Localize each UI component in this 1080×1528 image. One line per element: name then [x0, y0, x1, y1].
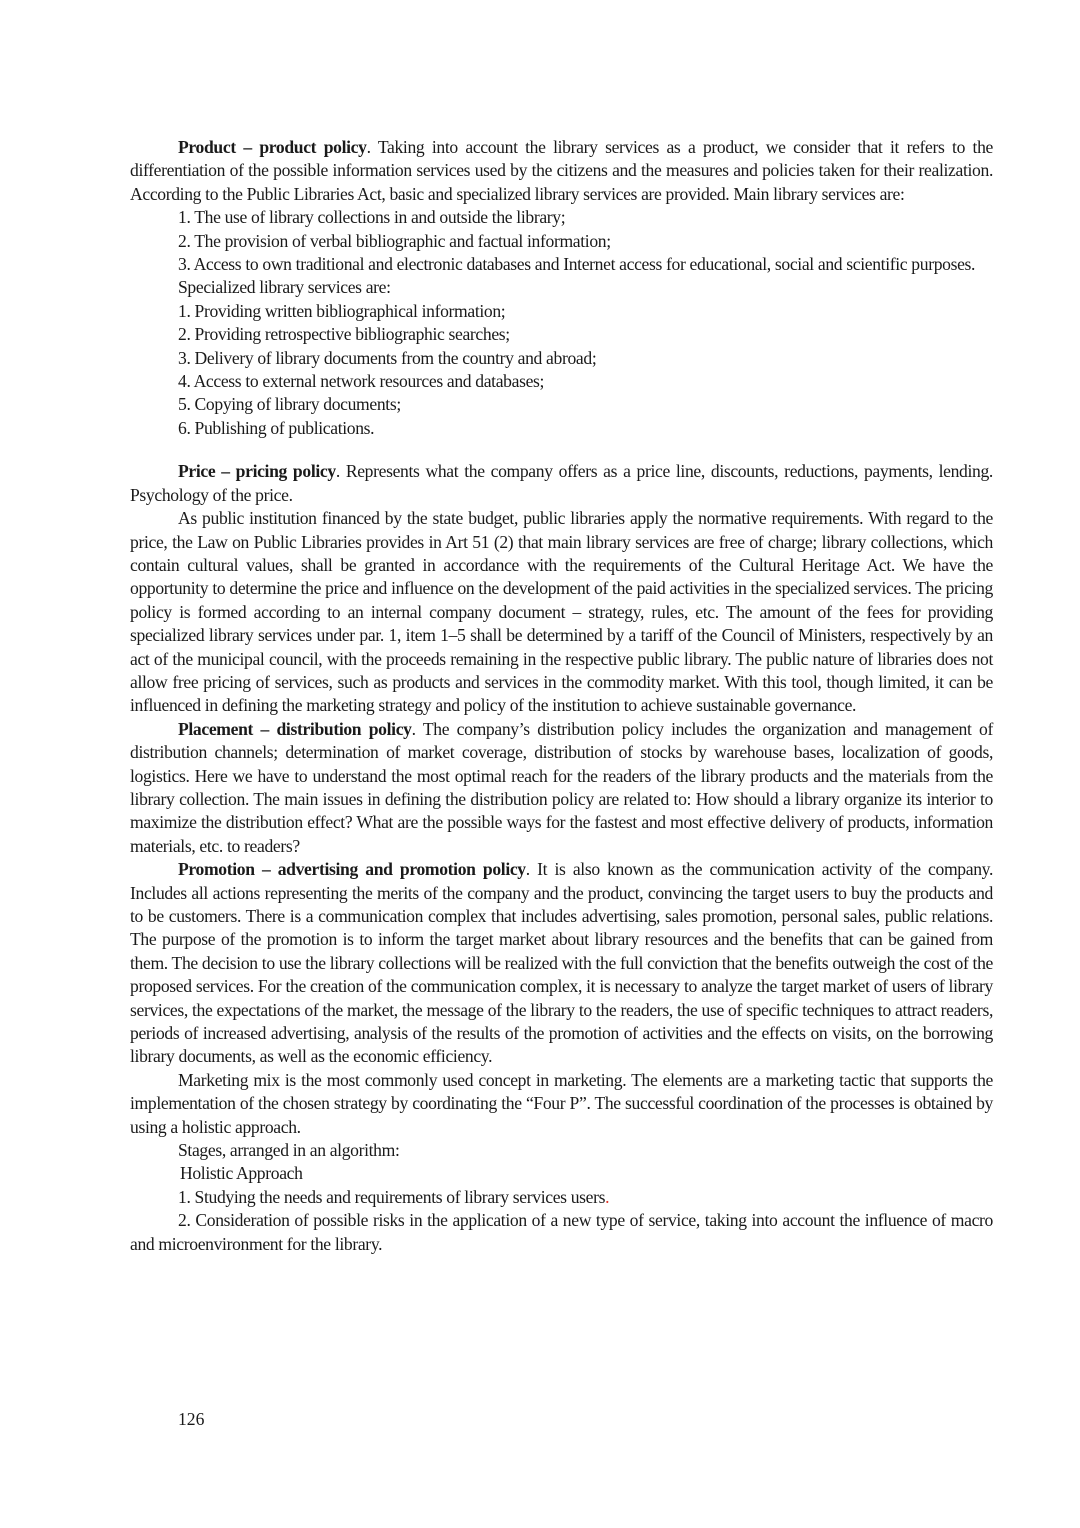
section-spacer — [130, 440, 993, 460]
promotion-paragraph — [130, 858, 993, 1069]
specialized-service-item: 1. Providing written bibliographical information; — [178, 300, 506, 321]
specialized-service-item: 3. Delivery of library documents from the country and abroad; — [178, 347, 597, 368]
specialized-services-label: Specialized library services are: — [178, 277, 391, 298]
promotion-body: . It is also known as the communication activity of the company. Includes all actions representing the merits of the company and the product, convincing the target users to buy the products and to be customers. There is a communication complex that includes advertising, sales promotion, personal sales, public relations. The purpose of the promotion is to inform the target market about library resources and the benefits that can be gained from them. The decision to use the library collections will be realized with the full conviction that the benefits outweigh the cost of the proposed services. For the creation of the communication complex, it is necessary to analyze the target market of users of library services, the expectations of the market, the message of the library to the readers, the use of specific techniques to attract readers, periods of increased advertising, analysis of the results of the promotion of activities and the effects on visits, on the borrowing library documents, as well as the economic efficiency. — [130, 859, 994, 1067]
price-paragraph — [130, 460, 993, 507]
promotion-heading: Promotion – advertising and promotion policy — [178, 859, 526, 880]
price-intro: . Represents what the company offers as a price line, discounts, reductions, payments, lending. Psychology of the price. — [130, 461, 993, 505]
main-service-item: 3. Access to own traditional and electronic databases and Internet access for educational, social and scientific purposes. — [178, 254, 976, 275]
main-service-item: 1. The use of library collections in and outside the library; — [178, 207, 566, 228]
specialized-service-item: 2. Providing retrospective bibliographic searches; — [178, 324, 510, 345]
page-number: 126 — [178, 1409, 205, 1429]
product-paragraph — [130, 136, 993, 206]
main-service-item: 2. The provision of verbal bibliographic and factual information; — [178, 230, 611, 251]
product-heading: Product – product policy — [178, 137, 367, 157]
marketing-mix-paragraph: Marketing mix is the most commonly used concept in marketing. The elements are a marketing tactic that supports the implementation of the chosen strategy by coordinating the “Four P”. The successful coordination of the processes is obtained by using a holistic approach. — [130, 1069, 993, 1137]
specialized-service-item: 5. Copying of library documents; — [178, 394, 401, 415]
stage-1-text: 1. Studying the needs and requirements of library services users — [178, 1186, 606, 1207]
stages-label: Stages, arranged in an algorithm: — [178, 1140, 400, 1161]
placement-body: . The company’s distribution policy includes the organization and management of distribution channels; determination of market coverage, distribution of stocks by warehouse bases, localization of goods, logistics. Here we have to understand the most optimal reach for the readers of the library products and the materials from the library collection. The main issues in defining the distribution policy are related to: How should a library organize its interior to maximize the distribution effect? What are the possible ways for the fastest and most effective delivery of products, information materials, etc. to readers? — [130, 718, 993, 856]
placement-heading: Placement – distribution policy — [178, 718, 412, 739]
product-intro: . Taking into account the library services as a product, we consider that it refers to the differentiation of the possible information services used by the citizens and the measures and policies taken for their realization. According to the Public Libraries Act, basic and specialized library services are provided. Main library services are: — [130, 137, 994, 204]
stage-item — [130, 1186, 993, 1209]
placement-paragraph — [130, 718, 993, 858]
holistic-approach-label: Holistic Approach — [180, 1163, 303, 1184]
stage-item: 2. Consideration of possible risks in the application of a new type of service, taking into account the influence of macro and microenvironment for the library. — [130, 1210, 993, 1254]
specialized-service-item: 4. Access to external network resources and databases; — [178, 371, 545, 392]
specialized-service-item: 6. Publishing of publications. — [178, 417, 375, 438]
document-page — [130, 136, 993, 1256]
price-heading: Price – pricing policy — [178, 461, 336, 482]
price-body: As public institution financed by the state budget, public libraries apply the normative requirements. With regard to the price, the Law on Public Libraries provides in Art 51 (2) that main library services are free of charge; library collections, which contain cultural values, shall be granted in accordance with the requirements of the Cultural Heritage Act. We have the opportunity to determine the price and influence on the development of the paid activities in the specialized services. The pricing policy is formed according to an internal company document – strategy, rules, etc. The amount of the fees for providing specialized library services under par. 1, item 1–5 shall be determined by a tariff of the Council of Ministers, respectively by an act of the municipal council, with the proceeds remaining in the respective public library. The public nature of libraries does not allow free pricing of services, such as products and services in the commodity market. With this tool, though limited, it can be influenced in defining the marketing strategy and policy of the institution to achieve sustainable governance. — [130, 508, 993, 716]
stage-1-period: . — [605, 1186, 610, 1207]
